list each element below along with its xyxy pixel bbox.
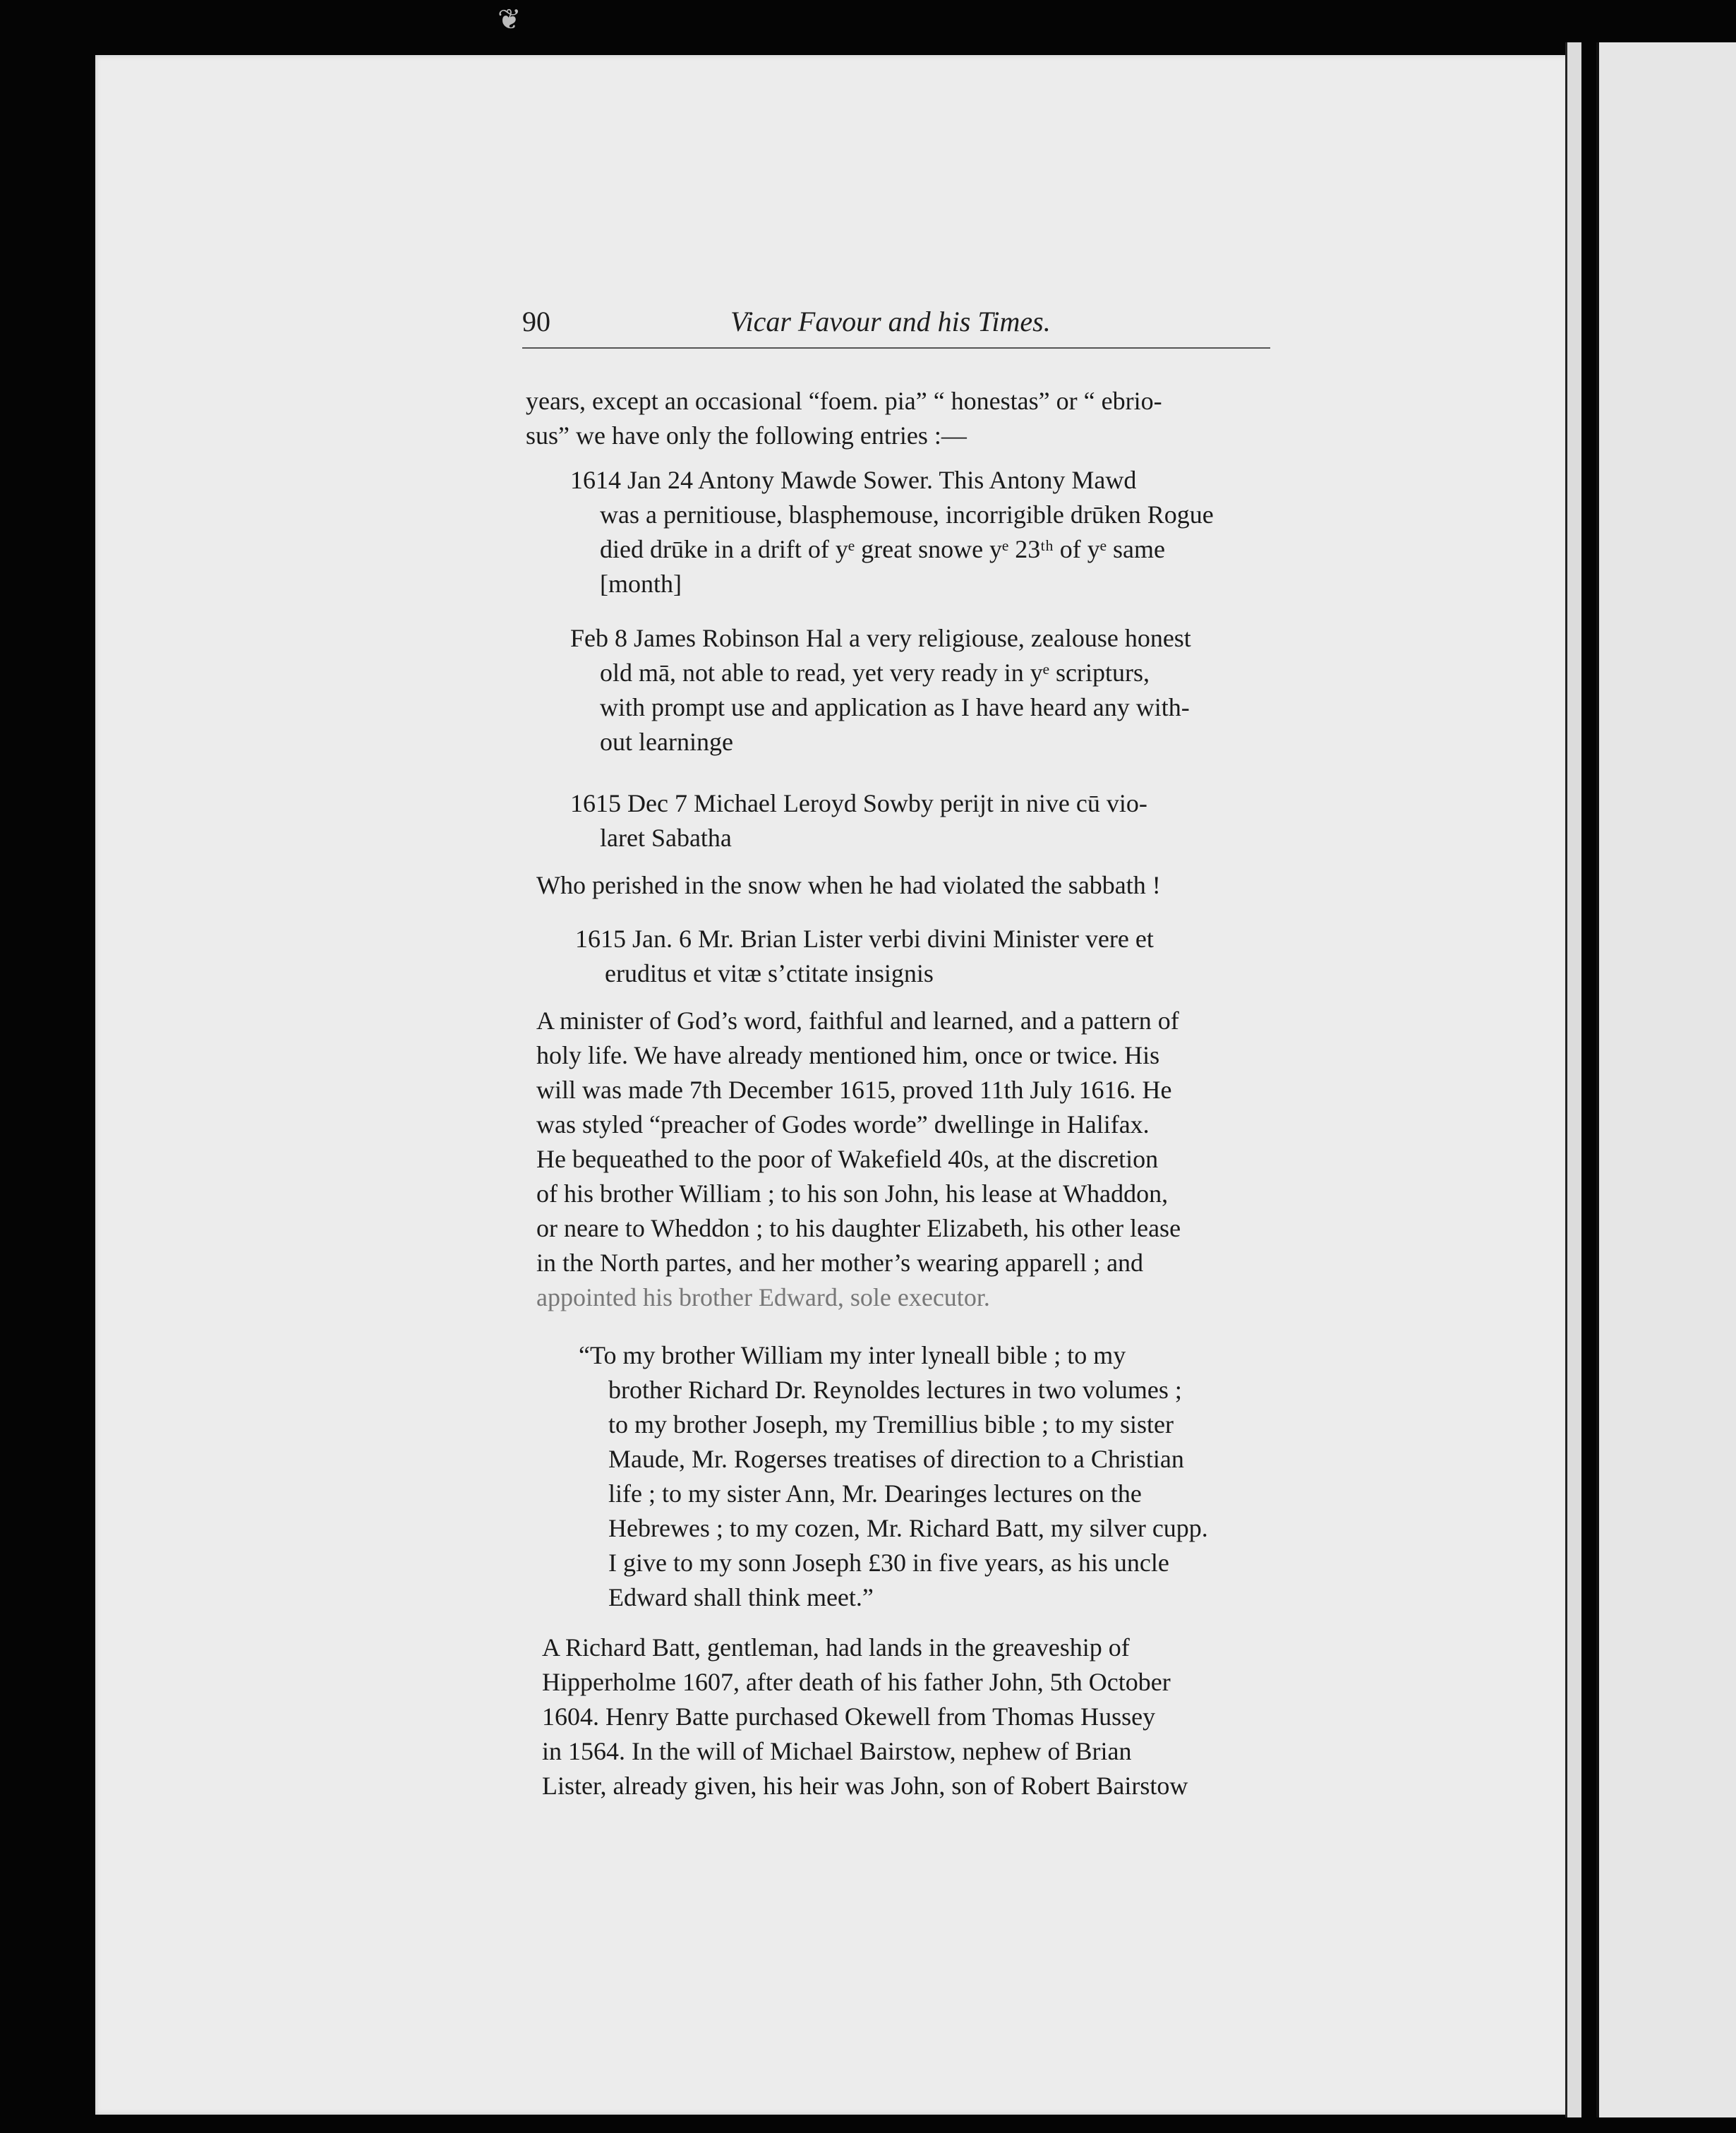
text-line: Maude, Mr. Rogerses treatises of direction to a Christian — [608, 1445, 1184, 1473]
page-edge — [1565, 42, 1581, 2117]
text-line: with prompt use and application as I have heard any with- — [600, 693, 1190, 721]
text-line: A minister of God’s word, faithful and learned, and a pattern of — [536, 1007, 1179, 1035]
text-line: Feb 8 James Robinson Hal a very religiouse, zealouse honest — [570, 624, 1191, 652]
register-entry-1615-dec — [570, 786, 1265, 855]
text-line: old mā, not able to read, yet very ready in yᵉ scripturs, — [600, 659, 1150, 687]
text-line: 1614 Jan 24 Antony Mawde Sower. This Antony Mawd — [570, 466, 1137, 494]
text-line: [month] — [600, 570, 682, 598]
batt-paragraph — [542, 1630, 1276, 1803]
intro-paragraph — [526, 384, 1274, 453]
text-line: I give to my sonn Joseph £30 in five years, as his uncle — [608, 1549, 1169, 1577]
text-line: was a pernitiouse, blasphemouse, incorrigible drūken Rogue — [600, 500, 1214, 529]
text-line: life ; to my sister Ann, Mr. Dearinges lectures on the — [608, 1479, 1142, 1508]
text-line: in the North partes, and her mother’s wearing apparell ; and — [536, 1249, 1144, 1277]
text-line: died drūke in a drift of yᵉ great snowe yᵉ 23ᵗʰ of yᵉ same — [600, 535, 1165, 563]
text-line: sus” we have only the following entries :— — [526, 421, 967, 450]
text-line: Hipperholme 1607, after death of his father John, 5th October — [542, 1668, 1171, 1696]
translation-line — [536, 868, 1277, 903]
text-line: holy life. We have already mentioned him, once or twice. His — [536, 1041, 1160, 1069]
text-line: Lister, already given, his heir was John, son of Robert Bairstow — [542, 1772, 1188, 1800]
text-line: 1604. Henry Batte purchased Okewell from Thomas Hussey — [542, 1702, 1156, 1731]
ornament-icon: ❦ — [498, 4, 522, 35]
text-line: Edward shall think meet.” — [608, 1583, 874, 1611]
header-rule — [522, 347, 1270, 349]
text-line: Hebrewes ; to my cozen, Mr. Richard Batt, my silver cupp. — [608, 1514, 1208, 1542]
text-line: was styled “preacher of Godes worde” dwellinge in Halifax. — [536, 1110, 1150, 1138]
register-entry-1615-jan — [575, 922, 1270, 991]
text-line: A Richard Batt, gentleman, had lands in the greaveship of — [542, 1633, 1130, 1662]
text-line: laret Sabatha — [600, 824, 732, 852]
text-line: to my brother Joseph, my Tremillius bible ; to my sister — [608, 1410, 1174, 1438]
gutter-shadow — [1596, 42, 1599, 2117]
text-line: of his brother William ; to his son John, his lease at Whaddon, — [536, 1179, 1169, 1208]
text-line: or neare to Wheddon ; to his daughter Elizabeth, his other lease — [536, 1214, 1181, 1242]
text-line: 1615 Dec 7 Michael Leroyd Sowby perijt in nive cū vio- — [570, 789, 1147, 817]
page-number: 90 — [522, 306, 550, 337]
text-line: “To my brother William my inter lyneall bible ; to my — [579, 1341, 1126, 1369]
text-line: will was made 7th December 1615, proved 11th July 1616. He — [536, 1076, 1172, 1104]
will-quote — [579, 1338, 1274, 1615]
running-title: Vicar Favour and his Times. — [730, 306, 1051, 337]
text-line: eruditus et vitæ s’ctitate insignis — [605, 959, 934, 987]
register-entry-1614 — [570, 463, 1265, 601]
register-entry-feb8 — [570, 621, 1265, 759]
lister-paragraph — [536, 1004, 1277, 1315]
text-line: Who perished in the snow when he had violated the sabbath ! — [536, 871, 1161, 899]
text-line: brother Richard Dr. Reynoldes lectures in two volumes ; — [608, 1376, 1182, 1404]
text-line: in 1564. In the will of Michael Bairstow, nephew of Brian — [542, 1737, 1132, 1765]
text-line: 1615 Jan. 6 Mr. Brian Lister verbi divini Minister vere et — [575, 925, 1154, 953]
text-line: appointed his brother Edward, sole executor. — [536, 1283, 990, 1311]
text-line: He bequeathed to the poor of Wakefield 40s, at the discretion — [536, 1145, 1159, 1173]
page-header — [522, 305, 1256, 347]
facing-page-edge — [1596, 42, 1736, 2117]
text-line: out learninge — [600, 728, 733, 756]
text-line: years, except an occasional “foem. pia” “ honestas” or “ ebrio- — [526, 387, 1162, 415]
